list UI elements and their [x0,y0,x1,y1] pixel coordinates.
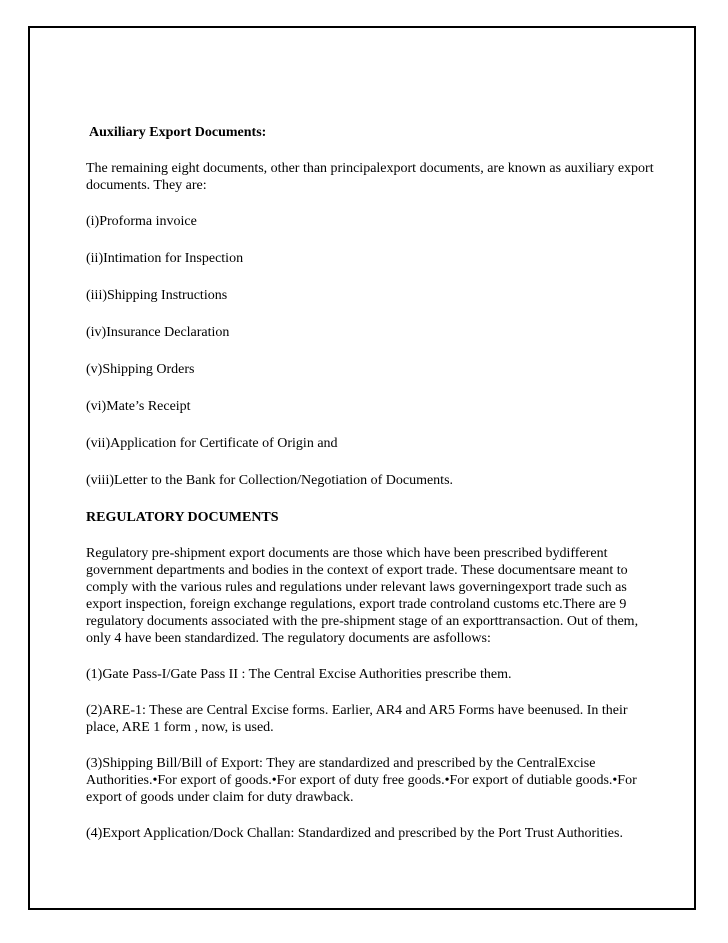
auxiliary-item: (i)Proforma invoice [86,214,197,229]
regulatory-item: (4)Export Application/Dock Challan: Standardized and prescribed by the Port Trust Authorities. [86,826,623,841]
auxiliary-intro: The remaining eight documents, other than principalexport documents, are known as auxiliary export documents. They are: [86,161,654,193]
regulatory-item: (2)ARE-1: These are Central Excise forms. Earlier, AR4 and AR5 Forms have beenused. In their place, ARE 1 form , now, is used. [86,703,628,735]
regulatory-intro: Regulatory pre-shipment export documents are those which have been prescribed bydifferent government departments and bodies in the context of export trade. These documentsare meant to comply with the various rules and regulations under relevant laws governingexport trade such as export inspection, foreign exchange regulations, export trade controland customs etc.There are 9 regulatory documents associated with the pre-shipment stage of an exporttransaction. Out of them, only 4 have been standardized. The regulatory documents are asfollows: [86,546,639,646]
regulatory-item: (3)Shipping Bill/Bill of Export: They are standardized and prescribed by the CentralExcise Authorities.•For export of goods.•For export of duty free goods.•For export of dutiable goods.•For export of goods under claim for duty drawback. [86,756,637,805]
auxiliary-item: (iv)Insurance Declaration [86,325,230,340]
auxiliary-item: (vii)Application for Certificate of Origin and [86,436,338,451]
auxiliary-item: (iii)Shipping Instructions [86,288,228,303]
auxiliary-heading: Auxiliary Export Documents: [89,125,267,140]
auxiliary-item: (vi)Mate’s Receipt [86,399,191,414]
auxiliary-item: (viii)Letter to the Bank for Collection/Negotiation of Documents. [86,473,454,488]
document-body [86,124,654,861]
regulatory-heading: REGULATORY DOCUMENTS [86,510,279,525]
auxiliary-item: (ii)Intimation for Inspection [86,251,244,266]
regulatory-item: (1)Gate Pass-I/Gate Pass II : The Central Excise Authorities prescribe them. [86,667,512,682]
auxiliary-item: (v)Shipping Orders [86,362,195,377]
